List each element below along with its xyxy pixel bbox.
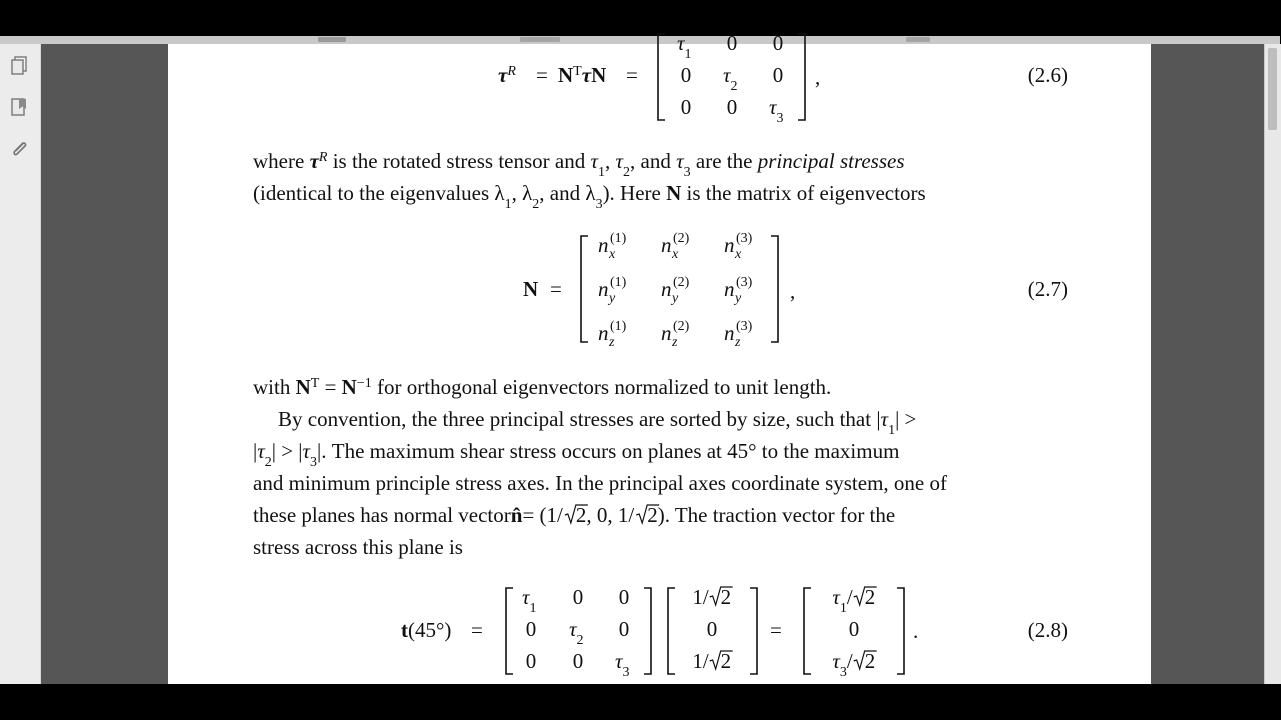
sqrt-radicand: 2	[720, 649, 732, 673]
eq-2-6-right-bracket	[798, 34, 805, 120]
normal-vector-value: = (1/	[522, 503, 563, 527]
paragraph-1-line-1: where $\tau^R$ is the rotated stress tensor and $\tau_1$, $\tau_2$, and $\tau_3$ are the principal stresses	[253, 149, 905, 180]
sqrt-radicand: 2	[575, 503, 587, 527]
paragraph-3-line-4-start: these planes has normal vector	[253, 503, 511, 527]
eq-2-8-vector-cell: 1/	[692, 585, 709, 609]
eq-2-6-cell: 0	[772, 31, 784, 55]
eq-2-6-rotation: $N^T\tau N$	[558, 63, 607, 87]
paragraph-2: with $N^T = N^{-1}$ for orthogonal eigenvectors normalized to unit length.	[253, 375, 832, 399]
eq-2-7-lhs: N	[523, 277, 539, 301]
eq-2-8-matrix-cell: 0	[618, 585, 630, 609]
component-superscript: (2)	[673, 319, 690, 334]
eigenvector-component: n	[598, 277, 609, 301]
component-subscript: z	[735, 335, 741, 350]
sqrt-radicand: 2	[720, 585, 732, 609]
component-subscript: z	[672, 335, 678, 350]
eq-2-8-result-left-bracket	[804, 588, 811, 674]
component-superscript: (1)	[610, 275, 627, 290]
pdf-page	[168, 31, 1151, 684]
component-subscript: y	[672, 291, 679, 306]
component-superscript: (1)	[610, 319, 627, 334]
eq-2-8-matrix-cell: $\tau_2$	[569, 617, 584, 648]
eq-2-8-result-right-bracket	[897, 588, 904, 674]
eq-2-8-matrix-cell: 0	[572, 649, 584, 673]
eq-2-6-number: (2.6)	[1027, 63, 1068, 87]
eigenvector-component: n	[724, 233, 735, 257]
vertical-scrollbar[interactable]	[1264, 44, 1281, 684]
eq-2-6-comma: ,	[815, 65, 821, 89]
paragraph-3-line-1: By convention, the three principal stresses are sorted by size, such that $|\tau_1|$ >	[278, 407, 917, 438]
eq-2-8-matrix-cell: 0	[618, 617, 630, 641]
eigenvector-component: n	[661, 321, 672, 345]
eq-2-8-vector-left-bracket	[668, 588, 675, 674]
sqrt-radicand: 2	[864, 585, 876, 609]
component-subscript: y	[735, 291, 742, 306]
eq-2-6-left-bracket	[658, 34, 665, 120]
eq-2-6-cell: 0	[680, 95, 692, 119]
component-subscript: z	[609, 335, 615, 350]
component-superscript: (3)	[736, 275, 753, 290]
eq-2-8-equals2: =	[770, 618, 782, 642]
eq-2-7-right-bracket	[771, 236, 778, 342]
component-superscript: (1)	[610, 231, 627, 246]
page-content	[253, 31, 1068, 680]
component-superscript: (3)	[736, 319, 753, 334]
component-subscript: y	[609, 291, 616, 306]
bottom-black-bar	[0, 684, 1280, 720]
eq-2-6-cell: 0	[726, 31, 738, 55]
component-subscript: x	[672, 247, 679, 262]
eq-2-8-matrix-right-bracket	[644, 588, 651, 674]
eq-2-6-equals2: =	[626, 63, 638, 87]
eq-2-8-equals: =	[471, 618, 483, 642]
eq-2-7-number: (2.7)	[1027, 277, 1068, 301]
eq-2-6-cell: $\tau_2$	[723, 63, 738, 94]
eq-2-8-vector-cell: 0	[706, 617, 718, 641]
eq-2-8-result-cell: $\tau_1/$	[832, 585, 853, 616]
eq-2-8-matrix-cell: 0	[525, 649, 537, 673]
eq-2-8-period: .	[913, 619, 919, 643]
eq-2-8-result-cell: 0	[848, 617, 860, 641]
normal-vector: n̂	[510, 503, 523, 527]
eq-2-8-matrix-cell: $\tau_1$	[522, 585, 537, 616]
eq-2-8-matrix-cell: $\tau_3$	[615, 649, 630, 680]
sqrt-radicand: 2	[647, 503, 658, 527]
eq-2-8-matrix-cell: 0	[525, 617, 537, 641]
eigenvector-component: n	[661, 233, 672, 257]
scrollbar-thumb[interactable]	[1268, 48, 1277, 130]
pdf-viewer[interactable]	[0, 31, 1280, 684]
eq-2-6-cell: 0	[680, 63, 692, 87]
eq-2-8-matrix-left-bracket	[506, 588, 513, 674]
component-superscript: (3)	[736, 231, 753, 246]
sqrt-radicand: 2	[864, 649, 876, 673]
eigenvector-component: n	[598, 321, 609, 345]
paragraph-3-line-4-end: ). The traction vector for the	[657, 503, 896, 527]
component-subscript: x	[609, 247, 616, 262]
eq-2-8-result-cell: $\tau_3/$	[832, 649, 853, 680]
component-superscript: (2)	[673, 275, 690, 290]
eigenvector-component: n	[598, 233, 609, 257]
component-superscript: (2)	[673, 231, 690, 246]
eq-2-6-cell: $\tau_1$	[677, 31, 692, 62]
normal-vector-value: , 0, 1/	[586, 503, 635, 527]
paragraph-3-line-3: and minimum principle stress axes. In the principal axes coordinate system, one of	[253, 471, 947, 495]
eq-2-8-lhs: t(45°)	[401, 618, 452, 642]
eq-2-8-number: (2.8)	[1027, 618, 1068, 642]
navigation-panel	[0, 44, 41, 684]
eq-2-8-matrix-cell: 0	[572, 585, 584, 609]
eigenvector-component: n	[724, 321, 735, 345]
eq-2-7-left-bracket	[581, 236, 588, 342]
pages-icon[interactable]	[8, 54, 30, 76]
eq-2-7-comma: ,	[790, 279, 796, 303]
eq-2-7-equals: =	[550, 277, 562, 301]
paragraph-1-line-2: (identical to the eigenvalues $\lambda_1$, $\lambda_2$, and $\lambda_3$). Here N is the matrix of eigenvectors	[253, 181, 926, 212]
attachment-icon[interactable]	[8, 138, 30, 160]
eigenvector-component: n	[661, 277, 672, 301]
paragraph-3-line-2: $|\tau_2| > |\tau_3|$. The maximum shear stress occurs on planes at 45° to the maximum	[253, 439, 900, 470]
eq-2-6-cell: $\tau_3$	[769, 95, 784, 126]
eigenvector-component: n	[724, 277, 735, 301]
top-black-bar	[0, 0, 1280, 36]
paragraph-3-line-5: stress across this plane is	[253, 535, 463, 559]
eq-2-6-lhs: $\tau^R$	[498, 63, 516, 87]
eq-2-6-cell: 0	[772, 63, 784, 87]
eq-2-6-equals: =	[536, 63, 548, 87]
eq-2-8-vector-right-bracket	[750, 588, 757, 674]
bookmark-icon[interactable]	[8, 96, 30, 118]
component-subscript: x	[735, 247, 742, 262]
eq-2-6-cell: 0	[726, 95, 738, 119]
toolbar-strip	[0, 36, 1280, 44]
eq-2-8-vector-cell: 1/	[692, 649, 709, 673]
